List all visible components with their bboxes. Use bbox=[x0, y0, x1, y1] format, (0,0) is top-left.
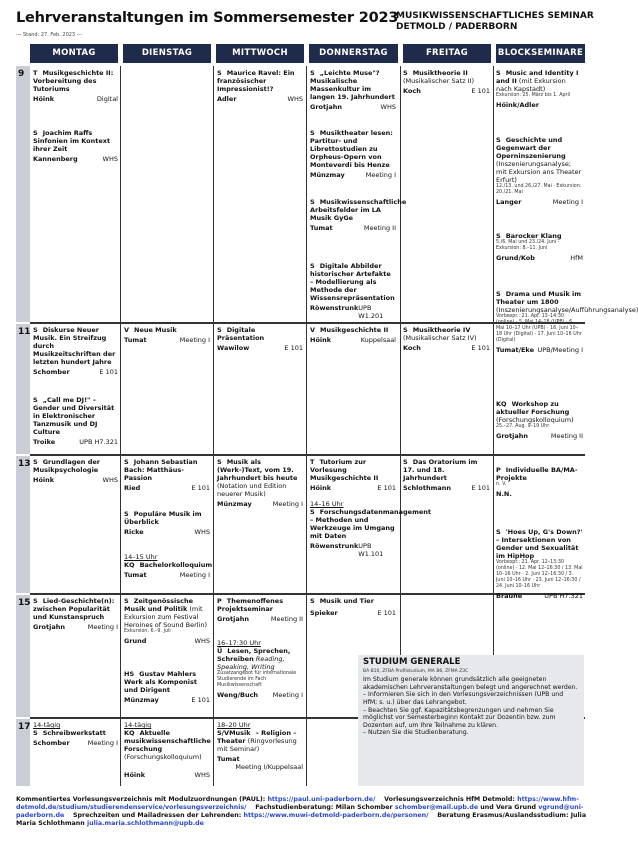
course-card[interactable]: S Geschichte und Gegenwart der Operninszenierung (Inszenierungsanalyse; mit Exkursion ans Theater Erfurt) 12./13. und 26./27. Mai · Exkursion: 20./21. Mai Langer Meeting I bbox=[496, 136, 583, 206]
kvv-link[interactable]: https://paul.uni-paderborn.de/ bbox=[267, 796, 376, 803]
studium-generale-modules: BA B10, ZFBA Profilstudium, MA B6, ZFMA Z3C bbox=[363, 668, 469, 674]
column-header-blockseminare: BLOCKSEMINARE bbox=[496, 44, 585, 63]
course-card[interactable]: S Musiktheater lesen: Partitur- und Librettostudien zu Orpheus-Opern von Monteverdi bis Henze Münzmay Meeting I bbox=[310, 129, 396, 179]
timeslot-bar bbox=[16, 66, 30, 322]
stand-date: --- Stand: 27. Feb. 2023 --- bbox=[16, 32, 83, 38]
course-card[interactable]: V Musikgeschichte II Höink Kuppelsaal bbox=[310, 326, 396, 344]
schomber-mail-link[interactable]: schomber@mail.upb.de bbox=[394, 804, 479, 811]
timeslot-column bbox=[16, 66, 30, 786]
studium-generale-text: – Informieren Sie sich in den Vorlesungsverzeichnissen (UPB und HfM; s. u.) über das Lehrangebot. bbox=[363, 691, 564, 706]
column-divider bbox=[213, 66, 214, 786]
kvv-label: Kommentiertes Vorlesungsverzeichnis mit Modulzuordnungen (PAUL): bbox=[16, 796, 266, 803]
course-card[interactable]: 18–20 Uhr S/VMusik – Religion – Theater (Ringvorlesung mit Seminar) Tumat Meeting I/Kuppelsaal bbox=[217, 721, 303, 771]
course-card[interactable]: V Neue Musik Tumat Meeting I bbox=[124, 326, 210, 344]
course-card[interactable]: 14-tägig KQ Aktuelle musikwissenschaftliche Forschung (Forschungskolloquium) Höink WHS bbox=[124, 721, 211, 779]
timeslot-15: 15 bbox=[18, 598, 31, 608]
studium-generale-text: – Beachten Sie ggf. Kapazitätsbegrenzungen und nehmen Sie möglichst vor Semesterbeginn Kontakt zur Dozentin bzw. zum Dozenten auf, um Ihre Teilnahme zu klären. bbox=[363, 706, 556, 729]
studium-generale-text: – Nutzen Sie die Studienberatung. bbox=[363, 729, 469, 737]
page-footer bbox=[16, 796, 588, 828]
course-card[interactable]: S Populäre Musik im Überblick Ricke WHS bbox=[124, 510, 210, 536]
column-header-mittwoch: MITTWOCH bbox=[216, 44, 304, 63]
course-card[interactable]: S Musik und Tier Spieker E 101 bbox=[310, 597, 396, 617]
hfm-link[interactable]: https://www.hfm-detmold.de/studium/studierendenservice/vorlesungsverzeichnis/ bbox=[16, 796, 579, 811]
timeslot-11: 11 bbox=[18, 327, 31, 337]
course-card[interactable]: S Das Oratorium im 17. und 18. Jahrhundert Schlothmann E 101 bbox=[403, 458, 490, 492]
course-card[interactable]: S Barocker Klang 5./6. Mai und 23./24. Juni · Exkursion: 8.–11. Juni Grund/Kob HfM bbox=[496, 232, 583, 262]
course-card[interactable]: KQ Workshop zu aktueller Forschung (Forschungskolloquium) 25.–27. Aug. 9–19 Uhr Grotjahn Meeting II bbox=[496, 400, 583, 440]
institution-line-2: DETMOLD / PADERBORN bbox=[396, 22, 518, 32]
page-header bbox=[16, 6, 594, 44]
institution-name bbox=[396, 11, 594, 33]
timeslot-13: 13 bbox=[18, 459, 31, 469]
course-card[interactable]: T Musikgeschichte II: Vorbereitung des Tutoriums Höink Digital bbox=[33, 69, 118, 103]
personen-link[interactable]: https://www.muwi-detmold-paderborn.de/personen/ bbox=[243, 812, 429, 819]
course-card[interactable]: S Maurice Ravel: Ein französischer Impressionist!? Adler WHS bbox=[217, 69, 303, 103]
course-card[interactable]: S Musik als (Werk-)Text, vom 19. Jahrhundert bis heute (Notation und Edition neuerer Musik) Münzmay Meeting I bbox=[217, 458, 303, 508]
page-title: Lehrveranstaltungen im Sommersemester 2023 bbox=[16, 10, 399, 26]
course-card[interactable]: T Tutorium zur Vorlesung Musikgeschichte II Höink E 101 bbox=[310, 458, 396, 492]
course-card[interactable]: 16–17:30 Uhr Ü Lesen, Sprechen, Schreiben Reading, Speaking, Writing Zusatzangebot für internationale Studierende im Fach Musikwissenschaft Weng/Buch Meeting I bbox=[217, 639, 303, 699]
timeslot-9: 9 bbox=[18, 69, 25, 79]
course-card[interactable]: S „Leichte Muse"? Musikalische Massenkultur im langen 19. Jahrhundert Grotjahn WHS bbox=[310, 69, 396, 111]
vgrund-mail-link[interactable]: vgrund@uni-paderborn.de bbox=[16, 804, 584, 819]
timeslot-bar bbox=[16, 456, 30, 593]
schlothmann-mail-link[interactable]: julia.maria.schlothmann@upb.de bbox=[86, 820, 204, 827]
studium-generale-box bbox=[358, 655, 584, 786]
studium-generale-text: Im Studium generale können grundsätzlich alle geeigneten akademischen Lehrveranstaltungen belegt und angerechnet werden. bbox=[363, 676, 578, 691]
column-header-donnerstag: DONNERSTAG bbox=[309, 44, 398, 63]
course-card[interactable]: S Diskurse Neuer Musik. Ein Streifzug durch Musikzeitschriften der letzten hundert Jahre Schomber E 101 bbox=[33, 326, 118, 376]
course-card[interactable]: S Musikwissenschaftliche Arbeitsfelder im LA Musik GyGe Tumat Meeting II bbox=[310, 198, 407, 232]
course-card[interactable]: S 'Hoes Up, G's Down?' – Intersektionen von Gender und Sexualität im HipHop Vorbespr.: 21. Apr. 12–13:30 (online) · 12. Mai 12–16:30 / 13. Mai 10–16 Uhr · 2. Juni 12–16:30 / 3. Juni 10–16 Uhr · 23. Juni 12–16:30 / 24. Juni 10–16 Uhr Braune UPB H7.321 bbox=[496, 528, 583, 600]
course-card[interactable]: 14–16 Uhr S Forschungsdatenmanagement – Methoden und Werkzeuge im Umgang mit Daten Röwenstrunk UPB W1.101 bbox=[310, 500, 431, 558]
course-card[interactable]: S Drama und Musik im Theater um 1800 (Inszenierungsanalyse/Aufführungsanalyse) Vorbespr.: 21. Apr. 13–14:30 (online) · 5. Mai 14–18 (UPB) · 6. Mai 10–17 Uhr (UPB) · 16. Juni 10–18 Uhr (Digital) · 17. Juni 10–16 Uhr (Digital) Tumat/Eke UPB/Meeting I bbox=[496, 290, 638, 354]
row-divider bbox=[30, 454, 585, 456]
course-card[interactable]: P Themenoffenes Projektseminar Grotjahn Meeting II bbox=[217, 597, 303, 623]
column-divider bbox=[306, 66, 307, 786]
course-card[interactable]: S Music and Identity I and II (mit Exkursion nach Kapstadt) Exkursion: 25. März bis 1. April Höink/Adler bbox=[496, 69, 579, 109]
course-card[interactable]: S Musiktheorie II (Musikalischer Satz II) Koch E 101 bbox=[403, 69, 490, 95]
column-header-montag: MONTAG bbox=[30, 44, 118, 63]
column-divider bbox=[120, 66, 121, 786]
sprechzeiten-label: Sprechzeiten und Mailadressen der Lehrenden: bbox=[73, 812, 242, 819]
studium-generale-title: STUDIUM GENERALE bbox=[363, 657, 461, 667]
timeslot-17: 17 bbox=[18, 722, 31, 732]
timeslot-bar bbox=[16, 595, 30, 717]
column-header-freitag: FREITAG bbox=[403, 44, 491, 63]
course-card[interactable]: S Zeitgenössische Musik und Politik (mit Exkursion zum Festival Heroines of Sound Berlin) Exkursion: 6.–9. Juli Grund WHS bbox=[124, 597, 210, 645]
course-card[interactable]: S Musiktheorie IV (Musikalischer Satz IV) Koch E 101 bbox=[403, 326, 490, 352]
course-card[interactable]: P Individuelle BA/MA-Projekte n. V. N.N. bbox=[496, 466, 578, 498]
course-card[interactable]: S Grundlagen der Musikpsychologie Höink WHS bbox=[33, 458, 118, 484]
timeslot-bar bbox=[16, 324, 30, 454]
institution-line-1: MUSIKWISSENSCHAFTLICHES SEMINAR bbox=[396, 11, 594, 21]
vera-label: und Vera Grund bbox=[480, 804, 537, 811]
course-card[interactable]: S Johann Sebastian Bach: Matthäus-Passion Ried E 101 bbox=[124, 458, 210, 492]
hfm-label: Vorlesungsverzeichnis HfM Detmold: bbox=[384, 796, 515, 803]
course-card[interactable]: 14–15 Uhr KQ Bachelorkolloquium Tumat Meeting I bbox=[124, 553, 213, 579]
course-card[interactable]: 14-tägig S Schreibwerkstatt Schomber Meeting I bbox=[33, 721, 118, 747]
course-card[interactable]: S Digitale Präsentation Wawilow E 101 bbox=[217, 326, 303, 352]
course-card[interactable]: S Joachim Raffs Sinfonien im Kontext ihrer Zeit Kannenberg WHS bbox=[33, 129, 118, 163]
course-card[interactable]: S Digitale Abbilder historischer Artefakte – Modellierung als Methode der Wissensrepräsentation Röwenstrunk UPB W1.201 bbox=[310, 262, 395, 320]
course-card[interactable]: S „Call me DJ!" – Gender und Diversität in Elektronischer Tanzmusik und DJ Culture Troike UPB H7.321 bbox=[33, 396, 118, 446]
column-header-dienstag: DIENSTAG bbox=[123, 44, 211, 63]
column-header-row bbox=[30, 44, 585, 63]
erasmus-label: Beratung Erasmus/Auslandsstudium: Julia Maria Schlothmann bbox=[16, 812, 587, 827]
course-card[interactable]: S Lied-Geschichte(n): zwischen Popularität und Kunstanspruch Grotjahn Meeting I bbox=[33, 597, 118, 631]
course-card[interactable]: HS Gustav Mahlers Werk als Komponist und Dirigent Münzmay E 101 bbox=[124, 670, 210, 704]
fachberatung-label: Fachstudienberatung: Milan Schomber bbox=[255, 804, 393, 811]
